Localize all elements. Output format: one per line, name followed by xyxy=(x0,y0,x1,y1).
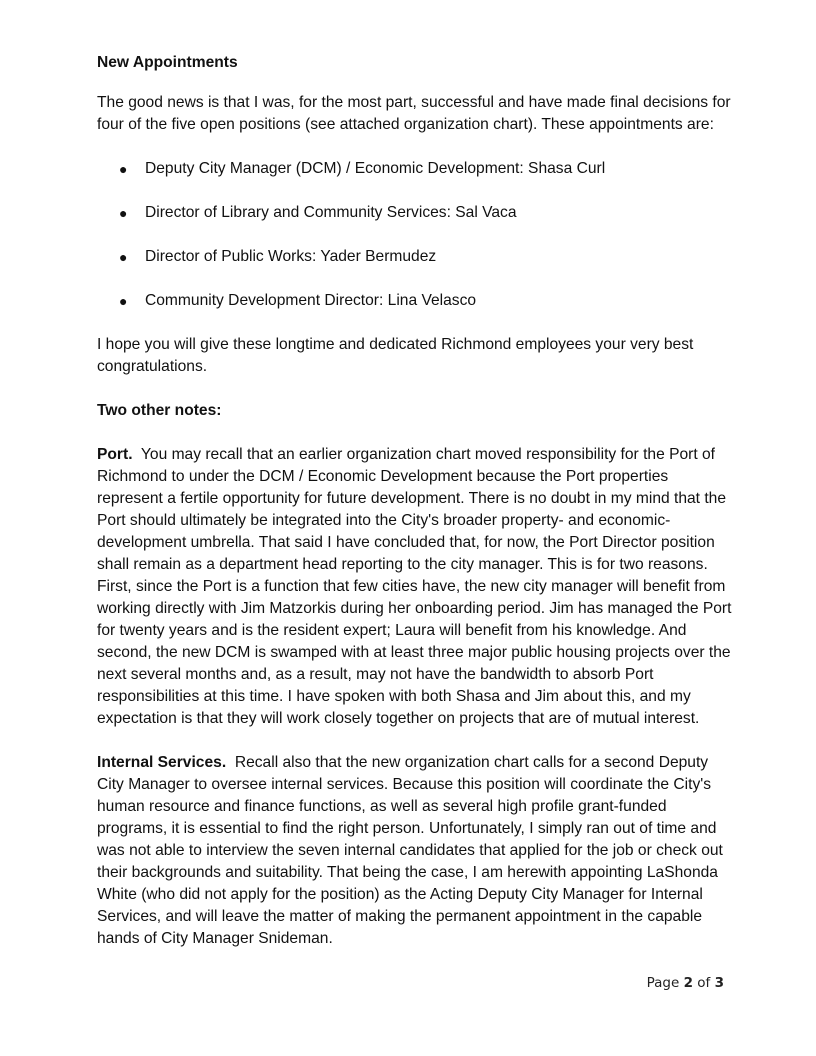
port-label: Port. xyxy=(97,446,133,463)
internal-services-text: Recall also that the new organization chart calls for a second Deputy City Manager to oversee internal services. Because this position will coordinate the City's human resource and finance functions, as well as several high profile grant-funded programs, it is essential to find the right person. Unfortunately, I simply ran out of time and was not able to interview the seven internal candidates that applied for the job or check out their backgrounds and suitability. That being the case, I am herewith appointing LaShonda White (who did not apply for the position) as the Acting Deputy City Manager for Internal Services, and will leave the matter of making the permanent appointment in the capable hands of City Manager Snideman. xyxy=(97,754,723,947)
document-page xyxy=(97,52,737,950)
list-item xyxy=(97,290,737,312)
appointment-text: Director of Public Works: Yader Bermudez xyxy=(145,248,437,265)
total-pages: 3 xyxy=(714,975,724,991)
list-item xyxy=(97,246,737,268)
list-item xyxy=(97,202,737,224)
current-page: 2 xyxy=(683,975,693,991)
internal-services-paragraph xyxy=(97,752,737,950)
section-heading-new-appointments: New Appointments xyxy=(97,54,238,71)
bullet-icon: ● xyxy=(119,249,128,265)
bullet-icon: ● xyxy=(119,205,128,221)
appointment-text: Director of Library and Community Services: Sal Vaca xyxy=(145,204,517,221)
section-heading-two-other-notes: Two other notes: xyxy=(97,402,222,419)
list-item xyxy=(97,158,737,180)
appointment-text: Deputy City Manager (DCM) / Economic Development: Shasa Curl xyxy=(145,160,606,177)
bullet-icon: ● xyxy=(119,293,128,309)
closing-paragraph: I hope you will give these longtime and dedicated Richmond employees your very best congratulations. xyxy=(97,336,694,375)
appointment-text: Community Development Director: Lina Velasco xyxy=(145,292,477,309)
bullet-icon: ● xyxy=(119,161,128,177)
internal-services-label: Internal Services. xyxy=(97,754,227,771)
page-number xyxy=(647,975,724,991)
port-paragraph xyxy=(97,444,737,730)
of-word: of xyxy=(697,975,711,991)
appointments-list xyxy=(97,158,737,312)
port-text: You may recall that an earlier organization chart moved responsibility for the Port of Richmond to under the DCM / Economic Development because the Port properties represent a fertile opportunity for future development. There is no doubt in my mind that the Port should ultimately be integrated into the City's broader property- and economic-development umbrella. That said I have concluded that, for now, the Port Director position shall remain as a department head reporting to the city manager. This is for two reasons. First, since the Port is a function that few cities have, the new city manager will benefit from working directly with Jim Matzorkis during her onboarding period. Jim has managed the Port for twenty years and is the resident expert; Laura will benefit from his knowledge. And second, the new DCM is swamped with at least three major public housing projects over the next several months and, as a result, may not have the bandwidth to absorb Port responsibilities at this time. I have spoken with both Shasa and Jim about this, and my expectation is that they will work closely together on projects that are of mutual interest. xyxy=(97,446,732,727)
page-word: Page xyxy=(646,975,680,991)
intro-paragraph: The good news is that I was, for the most part, successful and have made final decisions for four of the five open positions (see attached organization chart). These appointments are: xyxy=(97,94,731,133)
